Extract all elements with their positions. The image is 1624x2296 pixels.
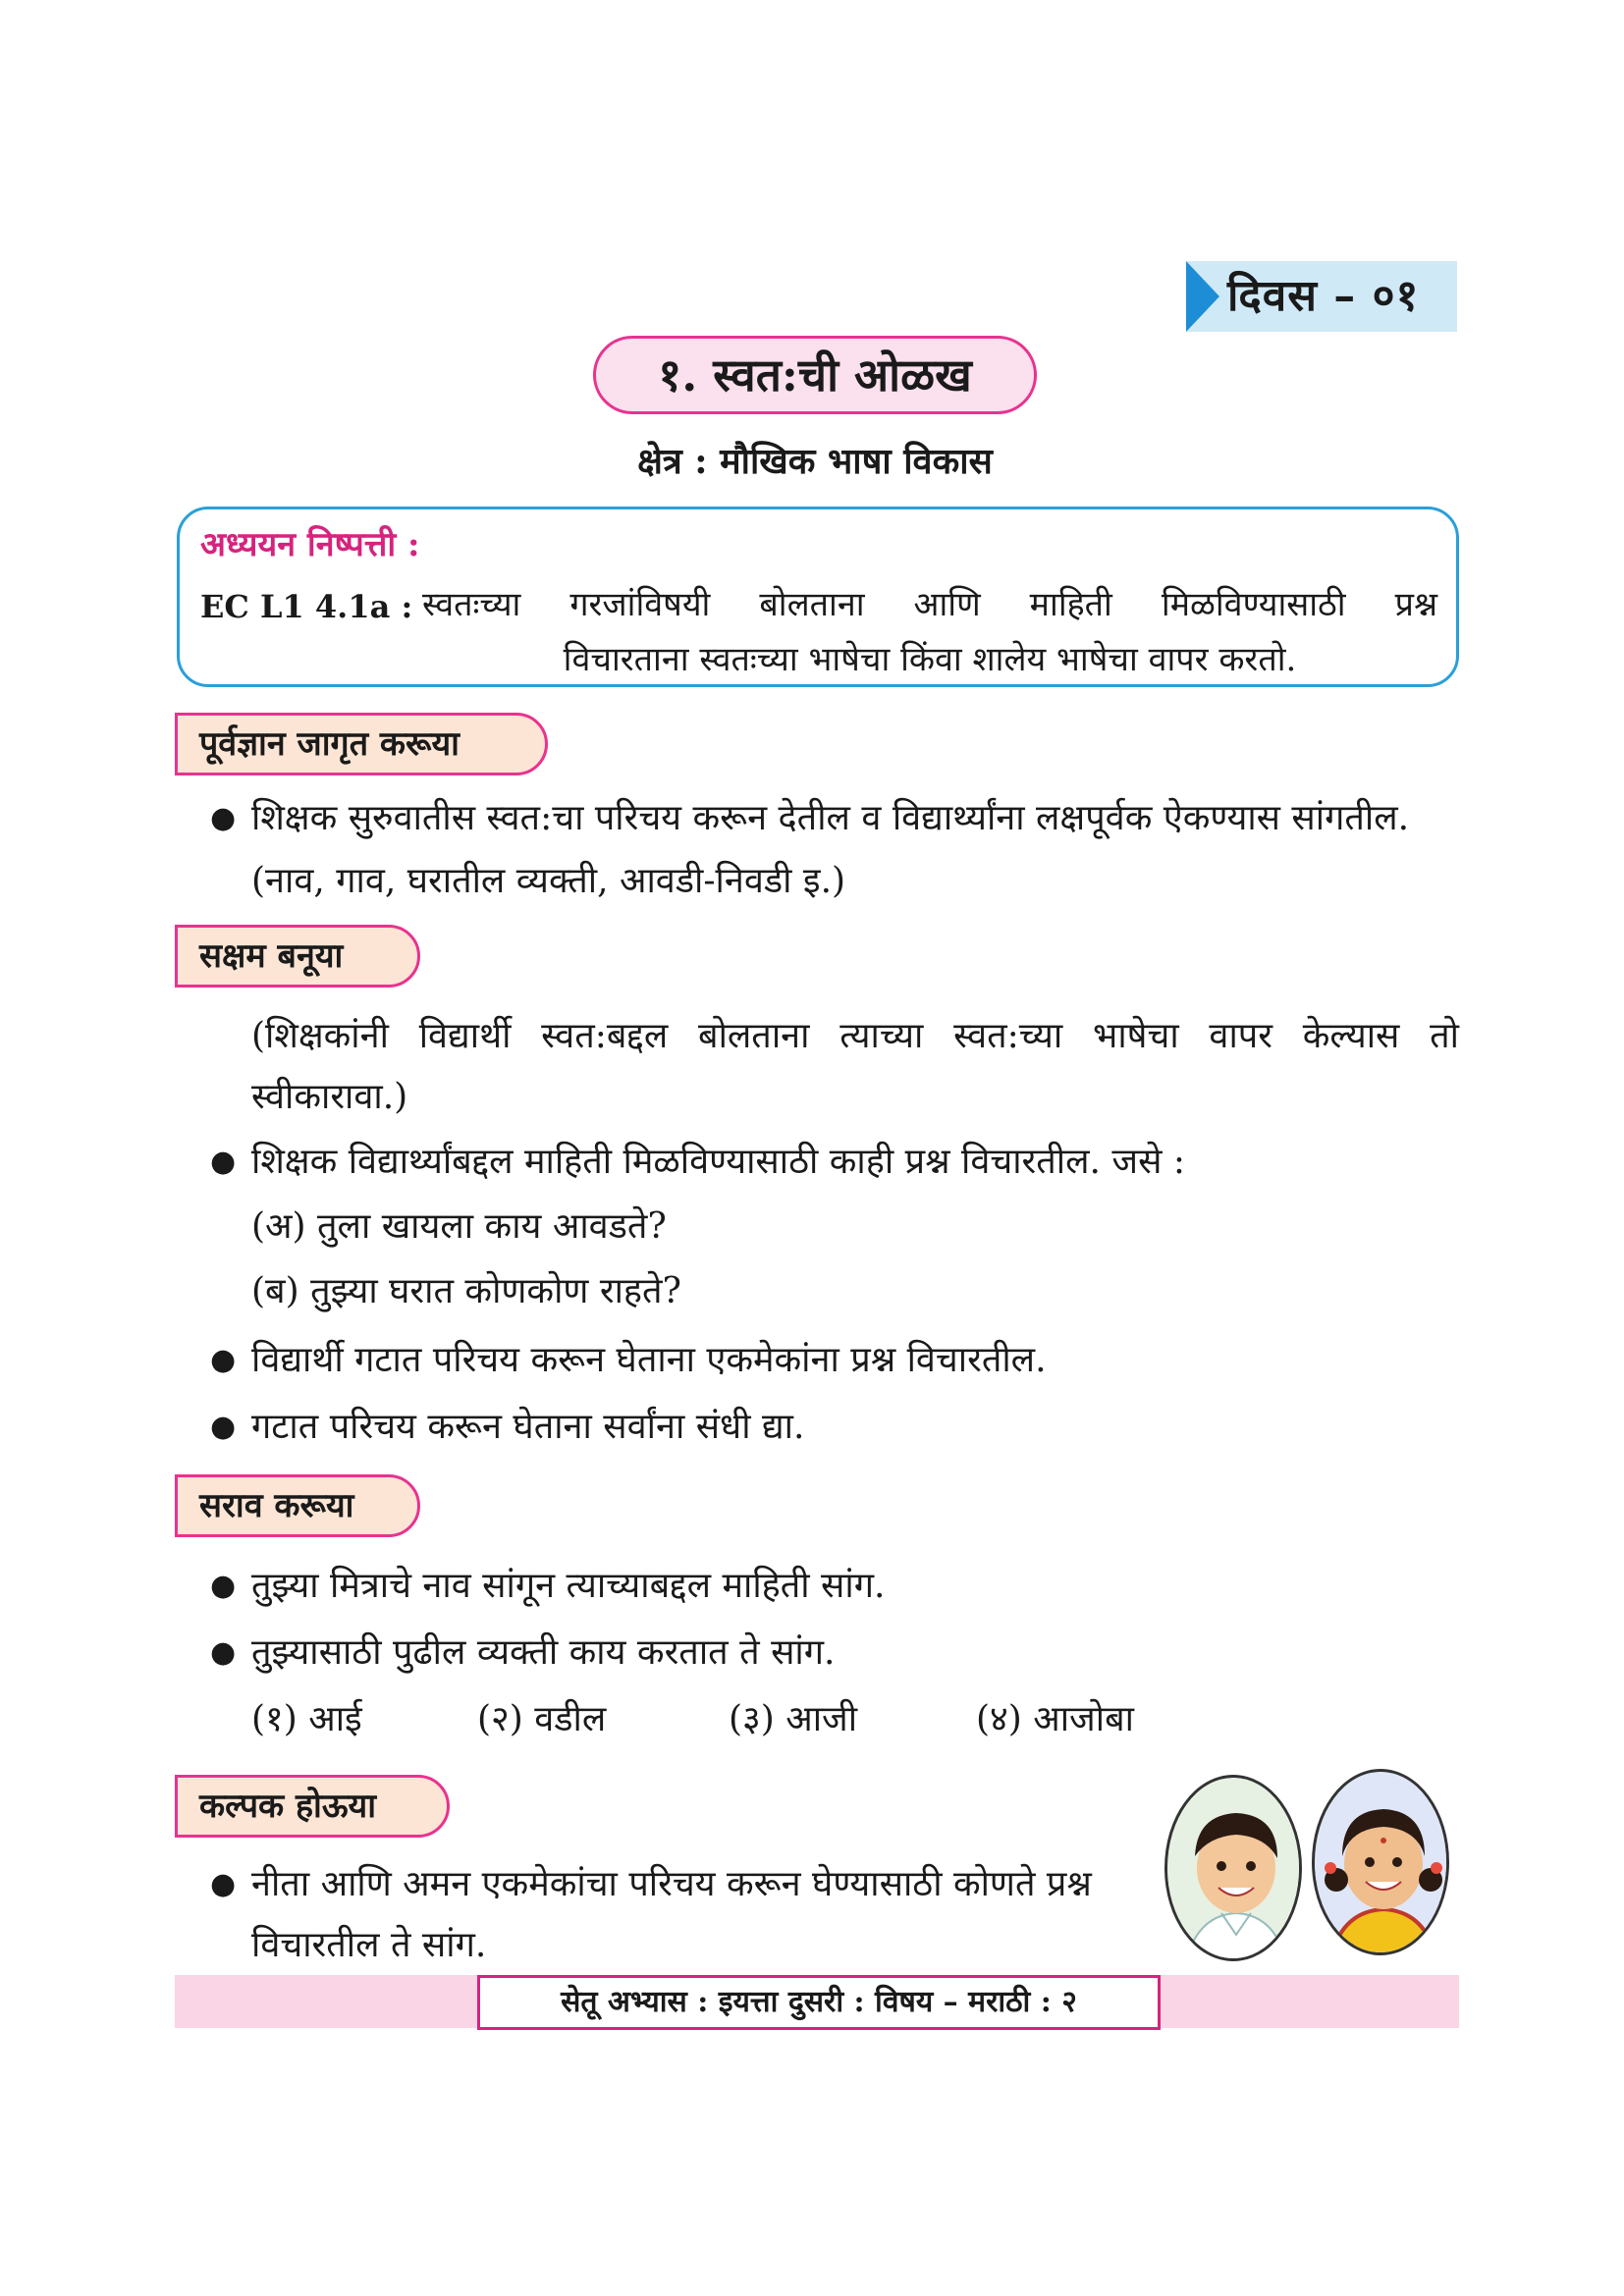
enable-bullet-3: गटात परिचय करून घेताना सर्वांना संधी द्या.: [251, 1407, 805, 1447]
field-line: क्षेत्र : मौखिक भाषा विकास: [637, 441, 993, 482]
section-heading-prior-knowledge: पूर्वज्ञान जागृत करूया: [175, 713, 548, 775]
prior-bullet-1-line-2: (नाव, गाव, घरातील व्यक्ती, आवडी-निवडी इ.): [251, 861, 846, 901]
creative-bullet-1-line-2: विचारतील ते सांग.: [251, 1925, 487, 1965]
bullet-icon: ●: [210, 1569, 237, 1603]
bullet-icon: ●: [210, 801, 237, 835]
day-label: दिवस – ०१: [1227, 271, 1420, 321]
enable-note-line-1: (शिक्षकांनी विद्यार्थी स्वत:बद्दल बोलताना त्याच्या स्वत:च्या भाषेचा वापर केल्यास तो: [251, 1016, 1459, 1056]
enable-bullet-1: शिक्षक विद्यार्थ्यांबद्दल माहिती मिळविण्यासाठी काही प्रश्न विचारतील. जसे :: [251, 1142, 1186, 1182]
enable-question-a: (अ) तुला खायला काय आवडते?: [251, 1206, 667, 1247]
bullet-icon: ●: [210, 1145, 237, 1179]
outcome-text-line-1: स्वतःच्या गरजांविषयी बोलताना आणि माहिती मिळविण्यासाठी प्रश्न: [422, 585, 1437, 624]
bullet-icon: ●: [210, 1343, 237, 1377]
practice-bullet-1: तुझ्या मित्राचे नाव सांगून त्याच्याबद्दल माहिती सांग.: [251, 1566, 886, 1606]
bullet-icon: ●: [210, 1867, 237, 1901]
enable-question-b: (ब) तुझ्या घरात कोणकोण राहते?: [251, 1271, 681, 1311]
option-mother: (१) आई: [251, 1699, 362, 1739]
outcome-code: EC L1 4.1a :: [200, 588, 413, 625]
chapter-title: १. स्वत:ची ओळख: [593, 336, 1037, 414]
option-grandmother: (३) आजी: [729, 1699, 858, 1739]
prior-bullet-1-line-1: शिक्षक सुरुवातीस स्वत:चा परिचय करून देतील व विद्यार्थ्यांना लक्षपूर्वक ऐकण्यास सांगतील.: [251, 798, 1410, 838]
enable-bullet-2: विद्यार्थी गटात परिचय करून घेताना एकमेकांना प्रश्न विचारतील.: [251, 1340, 1047, 1380]
footer-text: सेतू अभ्यास : इयत्ता दुसरी : विषय – मराठी : २: [477, 1975, 1161, 2030]
day-tag-arrow-icon: [1186, 261, 1219, 332]
enable-note-line-2: स्वीकारावा.): [251, 1077, 408, 1117]
outcome-text-line-2: विचारताना स्वतःच्या भाषेचा किंवा शालेय भाषेचा वापर करतो.: [563, 640, 1297, 679]
option-grandfather: (४) आजोबा: [976, 1699, 1134, 1739]
practice-bullet-2: तुझ्यासाठी पुढील व्यक्ती काय करतात ते सांग.: [251, 1632, 836, 1673]
boy-illustration: [1164, 1775, 1302, 1961]
bullet-icon: ●: [210, 1635, 237, 1670]
bullet-icon: ●: [210, 1410, 237, 1444]
creative-bullet-1-line-1: नीता आणि अमन एकमेकांचा परिचय करून घेण्यासाठी कोणते प्रश्न: [251, 1864, 1092, 1904]
outcome-heading: अध्ययन निष्पत्ती :: [200, 525, 420, 564]
section-heading-enable: सक्षम बनूया: [175, 925, 420, 988]
section-heading-practice: सराव करूया: [175, 1474, 420, 1537]
section-heading-creative: कल्पक होऊया: [175, 1775, 450, 1838]
option-father: (२) वडील: [477, 1699, 607, 1739]
girl-illustration: [1312, 1769, 1449, 1955]
